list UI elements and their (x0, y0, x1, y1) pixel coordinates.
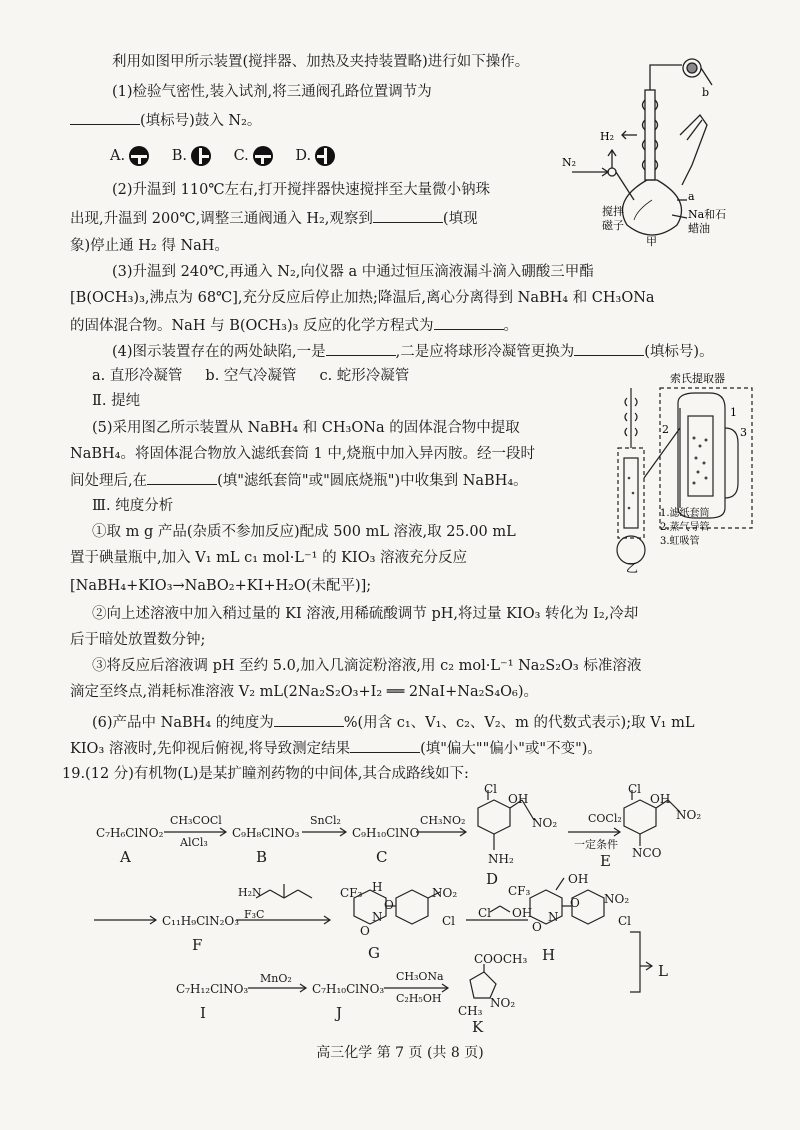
K-cooch3: COOCH₃ (474, 952, 528, 966)
reagent-IJ: MnO₂ (260, 972, 292, 985)
label-A: A (120, 848, 131, 866)
q6-line2: KIO₃ 溶液时,先仰视后俯视,将导致测定结果 (填"偏大""偏小"或"不变")。 (70, 738, 740, 759)
q5-answer-blank[interactable] (147, 470, 217, 485)
D-nh2: NH₂ (488, 852, 514, 866)
E-oh: OH (650, 792, 671, 806)
D-no2: NO₂ (532, 816, 558, 830)
soxhlet-yi-figure (600, 368, 760, 573)
soxhlet-title: 索氏提取器 (670, 372, 725, 385)
reagent-JK-top: CH₃ONa (396, 970, 444, 983)
valve-options (110, 146, 353, 166)
section-purify: Ⅱ. 提纯 (92, 393, 141, 409)
label-H: H (542, 946, 556, 964)
G-n: N (372, 910, 383, 924)
oil-label: 蜡油 (688, 222, 710, 235)
G-o2: O (360, 924, 370, 938)
q6-answer-blank-2[interactable] (350, 738, 420, 753)
q5-line2: NaBH₄。将固体混合物放入滤纸套筒 1 中,烧瓶中加入异丙胺。经一段时 (70, 446, 535, 462)
G-reagent-h2n: H₂N (238, 886, 262, 899)
q6-answer-blank-1[interactable] (274, 712, 344, 727)
q3-line3: 的固体混合物。NaH 与 B(OCH₃)₃ 反应的化学方程式为 。 (70, 315, 740, 336)
reagent-1-bot: AlCl₃ (180, 836, 208, 849)
soxhlet-legend-2: 2.蒸气导管 (660, 522, 710, 533)
compound-J-formula: C₇H₁₀ClNO₃ (312, 982, 385, 996)
b-label: b (702, 86, 710, 99)
K-ch3: CH₃ (458, 1004, 483, 1018)
soxhlet-2-label: 2 (662, 423, 669, 436)
G-cl: Cl (442, 914, 456, 928)
H-o1: O (570, 896, 580, 910)
q4-line1: (4)图示装置存在的两处缺陷,一是 ,二是应将球形冷凝管更换为 (填标号)。 (112, 341, 740, 362)
soxhlet-3-label: 3 (740, 426, 747, 439)
G-h: H (372, 880, 383, 894)
reagent-1-top: CH₃COCl (170, 814, 222, 827)
stir-label: 搅拌 (602, 205, 624, 218)
H-o2: O (532, 920, 542, 934)
jia-caption: 甲 (646, 235, 657, 248)
soxhlet-1-label: 1 (730, 406, 737, 419)
G-o1: O (384, 898, 394, 912)
q3-line2: [B(OCH₃)₃,沸点为 68℃],充分反应后停止加热;降温后,离心分离得到 NaBH₄ 和 CH₃ONa (70, 290, 655, 306)
soxhlet-legend-1: 1.滤纸套筒 (660, 508, 710, 519)
q1-answer-blank[interactable] (70, 110, 140, 125)
compound-A-formula: C₇H₆ClNO₂ (96, 826, 164, 840)
yi-caption: 乙 (626, 561, 639, 573)
q4-answer-blank-1[interactable] (326, 341, 396, 356)
p3-line2: 滴定至终点,消耗标准溶液 V₂ mL(2Na₂S₂O₃+I₂ ══ 2NaI+Na₂S₄O₆)。 (70, 684, 539, 700)
label-K: K (472, 1018, 484, 1036)
q5-line1: (5)采用图乙所示装置从 NaBH₄ 和 CH₃ONa 的固体混合物中提取 (92, 420, 520, 436)
q5-line3: 间处理后,在 (填"滤纸套筒"或"圆底烧瓶")中收集到 NaBH₄。 (70, 470, 740, 491)
q6-line1: (6)产品中 NaBH₄ 的纯度为 %(用含 c₁、V₁、c₂、V₂、m 的代数式表示);取 V₁ mL (92, 712, 740, 733)
label-G: G (368, 944, 380, 962)
q4-answer-blank-2[interactable] (574, 341, 644, 356)
q3-answer-blank[interactable] (434, 315, 504, 330)
label-E: E (600, 852, 611, 870)
G-cf3: CF₃ (340, 886, 363, 900)
reagent-2-top: SnCl₂ (310, 814, 341, 827)
label-D: D (486, 870, 499, 888)
p2-line2: 后于暗处放置数分钟; (70, 632, 206, 648)
H-no2: NO₂ (604, 892, 630, 906)
H-cl: Cl (618, 914, 632, 928)
page-footer: 高三化学 第 7 页 (共 8 页) (316, 1045, 484, 1061)
label-C: C (376, 848, 388, 866)
q2-answer-blank[interactable] (373, 208, 443, 223)
p1-line3: [NaBH₄+KIO₃→NaBO₂+KI+H₂O(未配平)]; (70, 578, 372, 594)
p1-line1: ①取 m g 产品(杂质不参加反应)配成 500 mL 溶液,取 25.00 mL (92, 524, 516, 540)
E-cl: Cl (628, 782, 642, 796)
reagent-4-top: COCl₂ (588, 812, 622, 825)
option-c[interactable]: C. (234, 146, 273, 166)
reagent-JK-bot: C₂H₅OH (396, 992, 442, 1005)
q1-text: (1)检验气密性,装入试剂,将三通阀孔路位置调节为 (112, 84, 432, 100)
q4-option-c[interactable]: c. 蛇形冷凝管 (319, 368, 410, 384)
GH-reagent-cl: Cl (478, 906, 492, 920)
E-no2: NO₂ (676, 808, 702, 822)
label-F: F (192, 936, 203, 954)
H-n: N (548, 910, 559, 924)
label-J: J (336, 1004, 343, 1022)
q19-title: 19.(12 分)有机物(L)是某扩瞳剂药物的中间体,其合成路线如下: (62, 766, 469, 782)
n2-label: N₂ (562, 156, 577, 169)
intro-text: 利用如图甲所示装置(搅拌器、加热及夹持装置略)进行如下操作。 (112, 54, 530, 70)
option-d[interactable]: D. (295, 146, 335, 166)
option-b[interactable]: B. (172, 146, 211, 166)
valve-cross-icon (129, 146, 149, 166)
label-L: L (658, 962, 668, 980)
D-cl: Cl (484, 782, 498, 796)
compound-C-formula: C₉H₁₀ClNO (352, 826, 420, 840)
q2-line3: 象)停止通 H₂ 得 NaH。 (70, 238, 229, 254)
p3-line1: ③将反应后溶液调 pH 至约 5.0,加入几滴淀粉溶液,用 c₂ mol·L⁻¹ Na₂S₂O₃ 标准溶液 (92, 658, 642, 674)
reagent-3-top: CH₃NO₂ (420, 814, 466, 827)
section-purity: Ⅲ. 纯度分析 (92, 498, 174, 514)
valve-t-right-icon (191, 146, 211, 166)
na-label: Na和石 (688, 208, 727, 221)
q2-line2: 出现,升温到 200℃,调整三通阀通入 H₂,观察到 (填现 (70, 208, 740, 229)
p2-line1: ②向上述溶液中加入稍过量的 KI 溶液,用稀硫酸调节 pH,将过量 KIO₃ 转化为 I₂,冷却 (92, 606, 639, 622)
q3-line1: (3)升温到 240℃,再通入 N₂,向仪器 a 中通过恒压滴液漏斗滴入硼酸三甲酯 (112, 264, 594, 280)
magnet-label: 磁子 (602, 219, 624, 232)
q4-option-a[interactable]: a. 直形冷凝管 (92, 368, 183, 384)
a-label: a (688, 190, 695, 203)
label-B: B (256, 848, 268, 866)
apparatus-jia-figure (552, 40, 752, 250)
D-oh: OH (508, 792, 529, 806)
H-oh: OH (568, 872, 589, 886)
compound-B-formula: C₉H₈ClNO₃ (232, 826, 300, 840)
q2-line1: (2)升温到 110℃左右,打开搅拌器快速搅拌至大量微小钠珠 (112, 182, 491, 198)
E-nco: NCO (632, 846, 662, 860)
K-no2: NO₂ (490, 996, 516, 1010)
h2-label: H₂ (600, 130, 615, 143)
p1-line2: 置于碘量瓶中,加入 V₁ mL c₁ mol·L⁻¹ 的 KIO₃ 溶液充分反应 (70, 550, 468, 566)
compound-I-formula: C₇H₁₂ClNO₃ (176, 982, 249, 996)
q4-option-b[interactable]: b. 空气冷凝管 (205, 368, 297, 384)
H-cf3: CF₃ (508, 884, 531, 898)
GH-reagent-oh: OH (512, 906, 533, 920)
G-no2: NO₂ (432, 886, 458, 900)
valve-t-left-icon (315, 146, 335, 166)
q1-line2: (填标号)鼓入 N₂。 (70, 110, 740, 131)
option-a[interactable]: A. (110, 146, 149, 166)
valve-t-down-icon (253, 146, 273, 166)
G-reagent-f3c: F₃C (244, 908, 265, 921)
reagent-4-bot: 一定条件 (574, 838, 618, 851)
label-I: I (200, 1004, 206, 1022)
soxhlet-legend-3: 3.虹吸管 (660, 536, 700, 547)
compound-F-formula: C₁₁H₉ClN₂O₃ (162, 914, 240, 928)
